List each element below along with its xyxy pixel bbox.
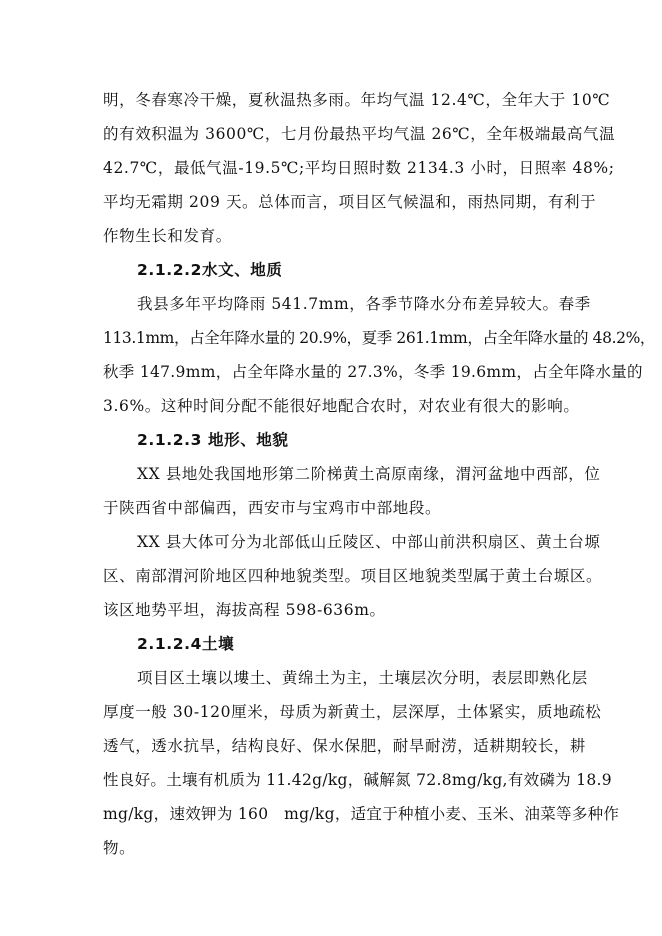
paragraph-line: 作物生长和发育。: [103, 226, 232, 245]
paragraph-line: XX 县地处我国地形第二阶梯黄土高原南缘，渭河盆地中西部，位: [137, 464, 601, 483]
paragraph-line: 42.7℃，最低气温-19.5℃;平均日照时数 2134.3 小时，日照率 48%;: [103, 158, 615, 177]
paragraph-line: 的有效积温为 3600℃，七月份最热平均气温 26℃，全年极端最高气温: [103, 124, 616, 143]
section-heading: 2.1.2.4土壤: [137, 634, 235, 653]
paragraph-line: 厚度一般 30-120厘米，母质为新黄土，层深厚，土体紧实，质地疏松: [103, 702, 602, 721]
paragraph-line: 3.6%。这种时间分配不能很好地配合农时，对农业有很大的影响。: [103, 396, 580, 415]
paragraph-line: 项目区土壤以塿土、黄绵土为主，土壤层次分明，表层即熟化层: [137, 668, 588, 687]
paragraph-line: 我县多年平均降雨 541.7mm，各季节降水分布差异较大。春季: [137, 294, 591, 313]
paragraph-line: 113.1mm，占全年降水量的 20.9%，夏季 261.1mm，占全年降水量的 48.2%，: [103, 328, 655, 347]
paragraph-line: 平均无霜期 209 天。总体而言，项目区气候温和，雨热同期，有利于: [103, 192, 597, 211]
paragraph-line: 区、南部渭河阶地区四种地貌类型。项目区地貌类型属于黄土台塬区。: [103, 566, 603, 585]
paragraph-line: 明，冬春寒冷干燥，夏秋温热多雨。年均气温 12.4℃，全年大于 10℃: [103, 90, 611, 109]
paragraph-line: 秋季 147.9mm，占全年降水量的 27.3%，冬季 19.6mm，占全年降水量的: [103, 362, 643, 381]
paragraph-line: 于陕西省中部偏西，西安市与宝鸡市中部地段。: [103, 498, 442, 517]
paragraph-line: XX 县大体可分为北部低山丘陵区、中部山前洪积扇区、黄土台塬: [137, 532, 601, 551]
paragraph-line: 物。: [103, 838, 136, 857]
paragraph-line: 该区地势平坦，海拔高程 598-636m。: [103, 600, 386, 619]
paragraph-line: 性良好。土壤有机质为 11.42g/kg，碱解氮 72.8mg/kg,有效磷为 18.9: [103, 770, 612, 789]
paragraph-line: 透气，透水抗旱，结构良好、保水保肥，耐旱耐涝，适耕期较长，耕: [103, 736, 587, 755]
section-heading: 2.1.2.3 地形、地貌: [137, 430, 289, 449]
section-heading: 2.1.2.2水文、地质: [137, 260, 283, 279]
paragraph-line: mg/kg，速效钾为 160 mg/kg，适宜于种植小麦、玉米、油菜等多种作: [103, 804, 620, 823]
